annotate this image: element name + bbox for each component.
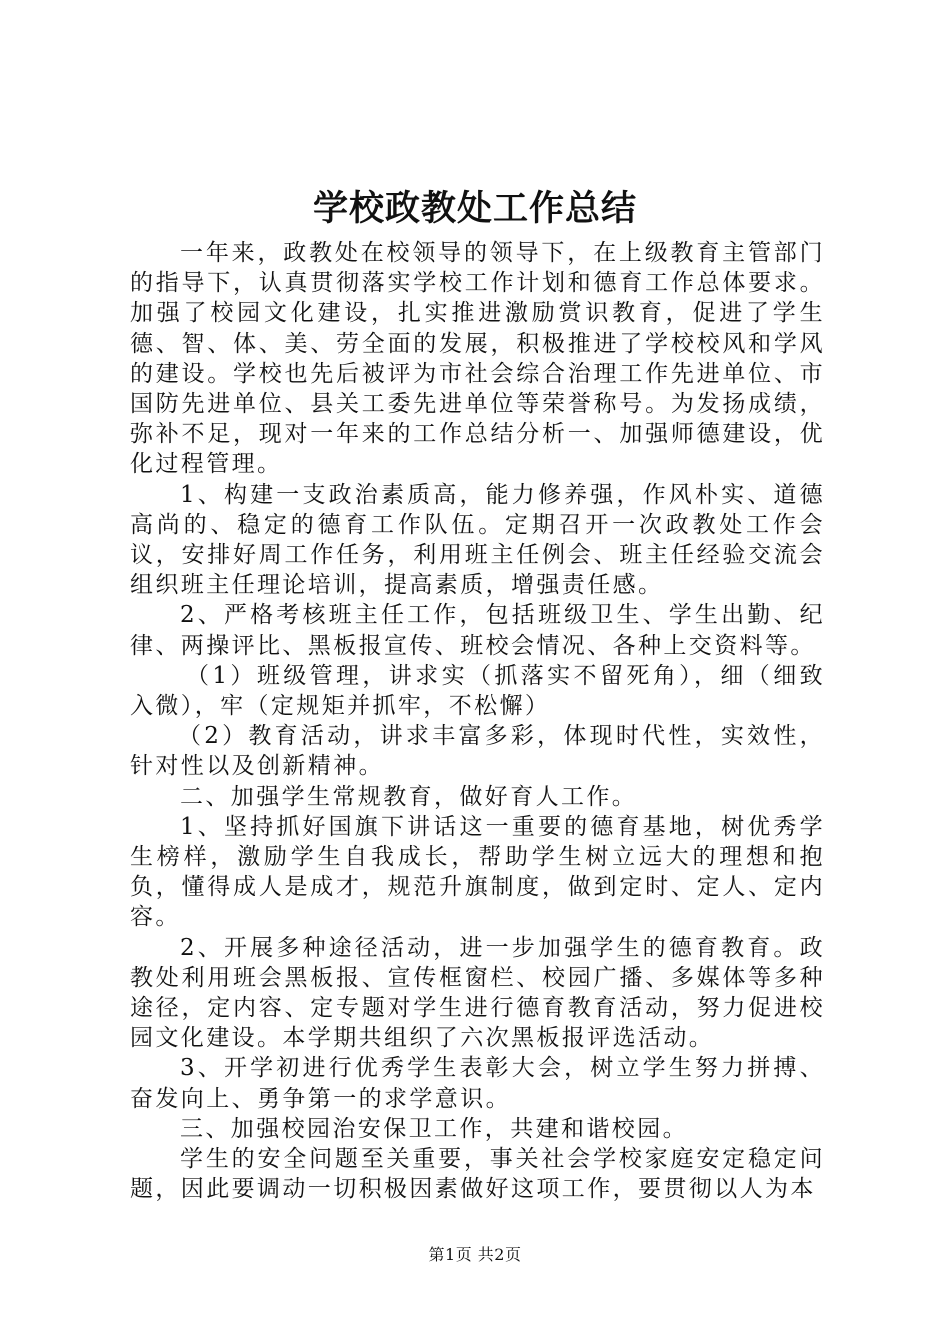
paragraph-sub-2-activities: （2）教育活动，讲求丰富多彩，体现时代性，实效性，针对性以及创新精神。: [130, 723, 825, 780]
paragraph-item-2-assessment: 2、严格考核班主任工作，包括班级卫生、学生出勤、纪律、两操评比、黑板报宣传、班校会情况、各种上交资料等。: [130, 602, 825, 659]
paragraph-sub-1-class-management: （1）班级管理，讲求实（抓落实不留死角），细（细致入微），牢（定规矩并抓牢，不松懈）: [130, 662, 825, 720]
document-body: [130, 238, 825, 1205]
document-title: 学校政教处工作总结: [312, 188, 637, 229]
paragraph-awards: 3、开学初进行优秀学生表彰大会，树立学生努力拼搏、奋发向上、勇争第一的求学意识。: [130, 1055, 825, 1112]
paragraph-intro: 一年来，政教处在校领导的领导下，在上级教育主管部门的指导下，认真贯彻落实学校工作计划和德育工作总体要求。加强了校园文化建设，扎实推进激励赏识教育，促进了学生德、智、体、美、劳全面的发展，积极推进了学校校风和学风的建设。学校也先后被评为市社会综合治理工作先进单位、市国防先进单位、县关工委先进单位等荣誉称号。为发扬成绩，弥补不足，现对一年来的工作总结分析一、加强师德建设，优化过程管理。: [130, 240, 825, 478]
page-number-footer: 第1页 共2页: [428, 1245, 522, 1264]
paragraph-item-1-team: 1、构建一支政治素质高，能力修养强，作风朴实、道德高尚的、稳定的德育工作队伍。定期召开一次政教处工作会议，安排好周工作任务，利用班主任例会、班主任经验交流会组织班主任理论培训，提高素质，增强责任感。: [130, 481, 825, 599]
section-heading-2: 二、加强学生常规教育，做好育人工作。: [180, 783, 638, 810]
paragraph-safety: 学生的安全问题至关重要，事关社会学校家庭安定稳定问题，因此要调动一切积极因素做好这项工作，要贯彻以人为本: [130, 1146, 825, 1203]
paragraph-activities: 2、开展多种途径活动，进一步加强学生的德育教育。政教处利用班会黑板报、宣传框窗栏、校园广播、多媒体等多种途径，定内容、定专题对学生进行德育教育活动，努力促进校园文化建设。本学期共组织了六次黑板报评选活动。: [130, 934, 825, 1052]
paragraph-flag-speech: 1、坚持抓好国旗下讲话这一重要的德育基地，树优秀学生榜样，激励学生自我成长，帮助学生树立远大的理想和抱负，懂得成人是成才，规范升旗制度，做到定时、定人、定内容。: [130, 813, 825, 931]
section-heading-3: 三、加强校园治安保卫工作，共建和谐校园。: [180, 1115, 688, 1142]
